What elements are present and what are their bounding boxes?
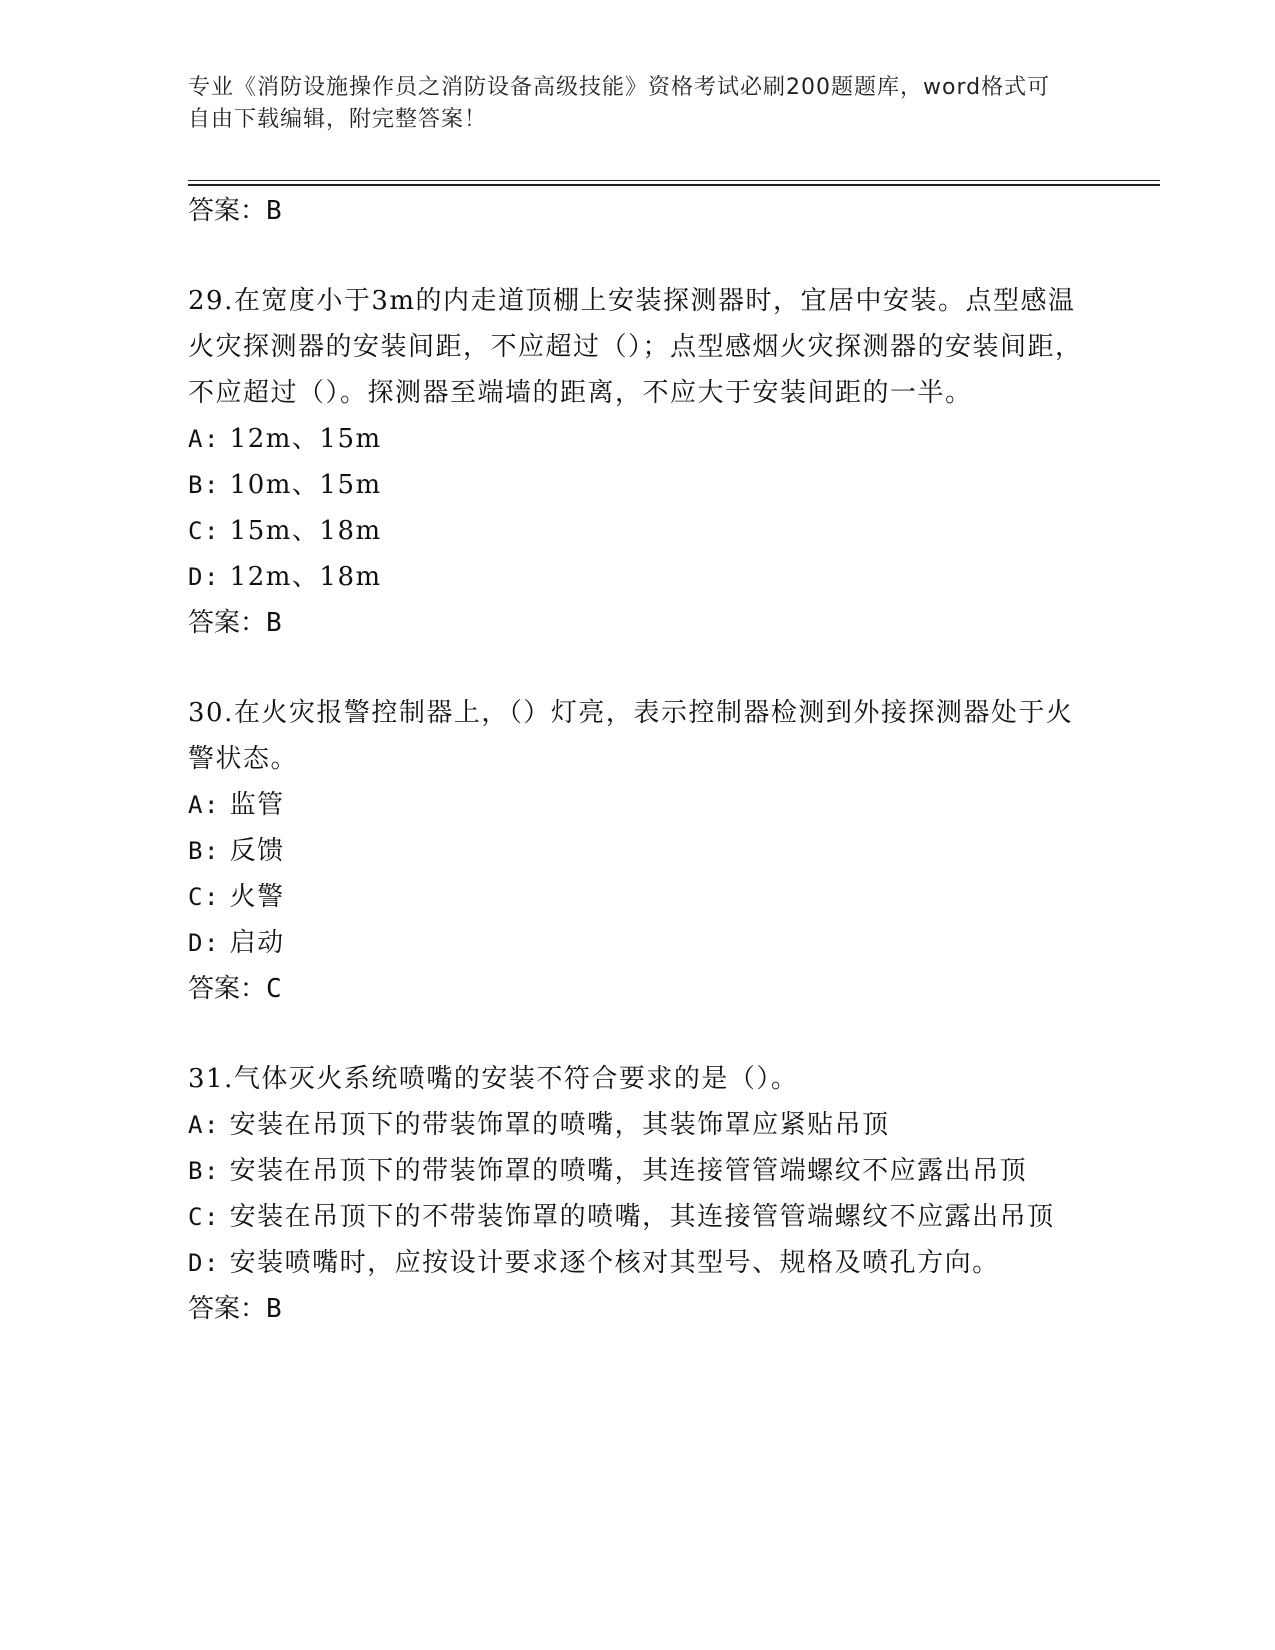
option-text: 12m、15m	[229, 424, 382, 454]
answer-label: 答案：	[188, 974, 267, 1004]
option-c	[188, 874, 1088, 920]
answer-line	[188, 600, 1088, 646]
answer-line	[188, 188, 1088, 234]
option-b	[188, 1148, 1088, 1194]
option-letter: D:	[188, 929, 220, 957]
option-letter: A:	[188, 791, 220, 819]
option-a	[188, 782, 1088, 828]
option-text: 安装在吊顶下的不带装饰罩的喷嘴，其连接管管端螺纹不应露出吊顶	[229, 1202, 1055, 1232]
question-text: 31.气体灭火系统喷嘴的安装不符合要求的是（）。	[188, 1064, 799, 1094]
option-text: 监管	[229, 790, 285, 820]
option-b	[188, 828, 1088, 874]
option-text: 启动	[229, 928, 285, 958]
answer-value: B	[266, 196, 282, 226]
answer-line	[188, 1286, 1088, 1332]
option-text: 火警	[229, 882, 285, 912]
answer-value: C	[266, 974, 282, 1004]
question-block	[188, 1056, 1088, 1332]
header-divider-thick	[188, 184, 1160, 186]
option-text: 安装喷嘴时，应按设计要求逐个核对其型号、规格及喷孔方向。	[229, 1248, 1000, 1278]
answer-value: B	[266, 1294, 282, 1324]
option-a	[188, 416, 1088, 462]
option-d	[188, 920, 1088, 966]
option-letter: D:	[188, 563, 220, 591]
answer-label: 答案：	[188, 196, 267, 226]
option-text: 15m、18m	[229, 516, 382, 546]
option-letter: A:	[188, 425, 220, 453]
option-c	[188, 1194, 1088, 1240]
document-body	[188, 188, 1088, 1332]
option-c	[188, 508, 1088, 554]
question-text: 30.在火灾报警控制器上，（）灯亮，表示控制器检测到外接探测器处于火警状态。	[188, 698, 1074, 774]
option-a	[188, 1102, 1088, 1148]
option-b	[188, 462, 1088, 508]
option-letter: D:	[188, 1249, 220, 1277]
spacer	[188, 1012, 1088, 1056]
answer-line	[188, 966, 1088, 1012]
option-letter: B:	[188, 1157, 220, 1185]
option-letter: C:	[188, 517, 220, 545]
answer-label: 答案：	[188, 1294, 267, 1324]
question-text: 29.在宽度小于3m的内走道顶棚上安装探测器时，宜居中安装。点型感温火灾探测器的安装间距，不应超过（）；点型感烟火灾探测器的安装间距，不应超过（）。探测器至端墙的距离，不应大于安装间距的一半。	[188, 286, 1083, 408]
option-text: 10m、15m	[229, 470, 382, 500]
question-block	[188, 278, 1088, 646]
spacer	[188, 646, 1088, 690]
option-letter: C:	[188, 883, 220, 911]
option-text: 安装在吊顶下的带装饰罩的喷嘴，其装饰罩应紧贴吊顶	[229, 1110, 890, 1140]
option-text: 安装在吊顶下的带装饰罩的喷嘴，其连接管管端螺纹不应露出吊顶	[229, 1156, 1028, 1186]
answer-label: 答案：	[188, 608, 267, 638]
question-block	[188, 690, 1088, 1012]
option-d	[188, 1240, 1088, 1286]
option-letter: B:	[188, 837, 220, 865]
answer-value: B	[266, 608, 282, 638]
spacer	[188, 234, 1088, 278]
option-letter: A:	[188, 1111, 220, 1139]
option-text: 12m、18m	[229, 562, 382, 592]
option-letter: B:	[188, 471, 220, 499]
header-divider-thin	[188, 180, 1160, 181]
option-d	[188, 554, 1088, 600]
option-letter: C:	[188, 1203, 220, 1231]
header-text: 专业《消防设施操作员之消防设备高级技能》资格考试必刷200题题库，word格式可自由下载编辑，附完整答案！	[188, 75, 1051, 132]
page-header	[188, 72, 1068, 136]
option-text: 反馈	[229, 836, 285, 866]
